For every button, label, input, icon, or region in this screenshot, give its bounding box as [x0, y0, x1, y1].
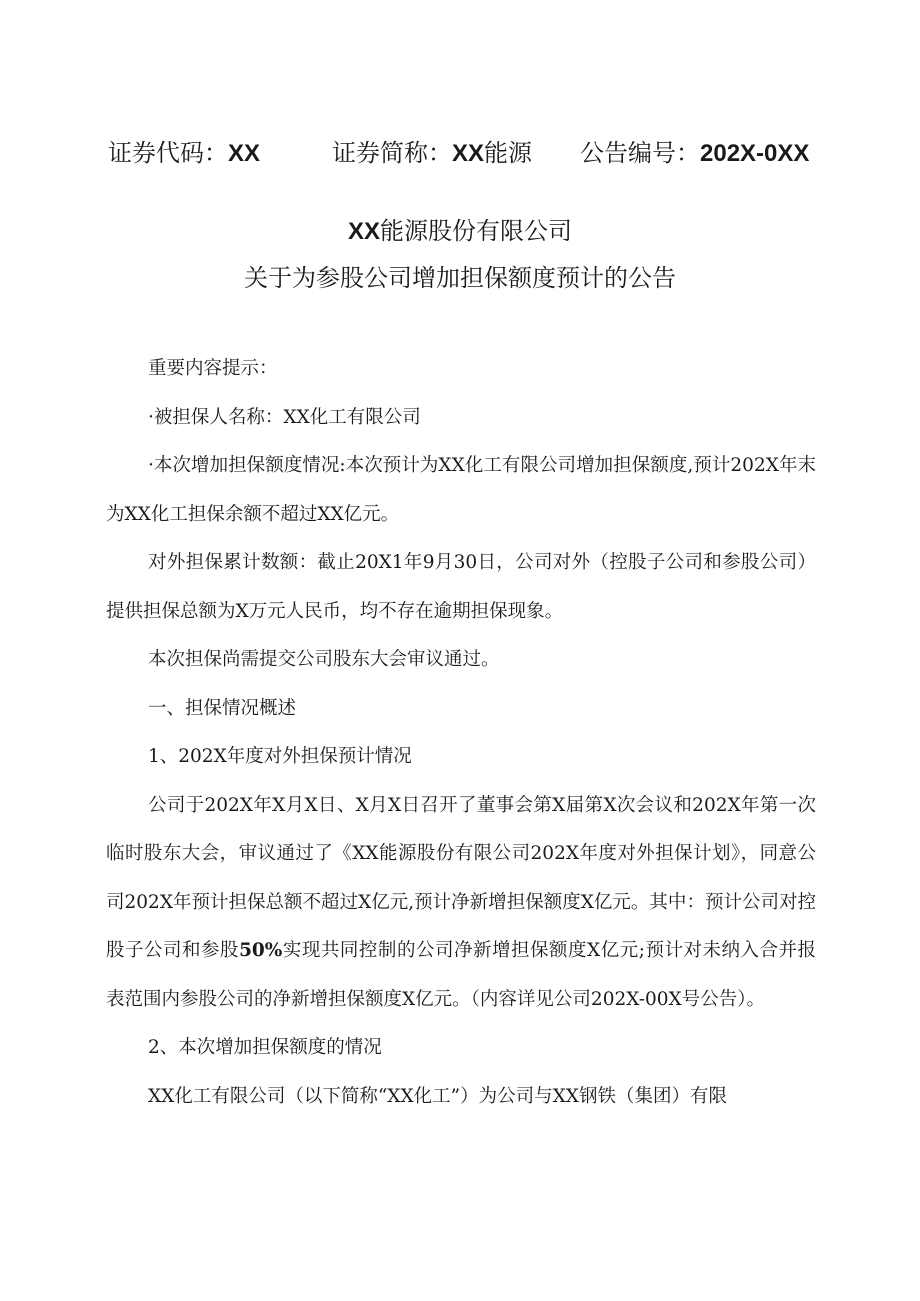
stock-code	[108, 133, 260, 168]
subsection-heading-increase: 2、本次增加担保额度的情况	[148, 1037, 382, 1058]
announcement-number	[580, 133, 809, 168]
announcement-number-label: 公告编号：	[580, 139, 700, 167]
key-points-heading: 重要内容提示：	[148, 358, 278, 379]
guarantee-increase-item: ·本次增加担保额度情况:本次预计为XX化工有限公司增加担保额度,预计202X年末为XX化工担保余额不超过XX亿元。	[106, 455, 816, 525]
announcement-number-value: 202X-0XX	[700, 140, 810, 167]
stock-abbr-label: 证券简称：	[332, 139, 452, 167]
company-title-prefix: XX	[347, 218, 380, 245]
stock-abbr-value: XX	[452, 140, 485, 167]
company-title-rest: 能源股份有限公司	[380, 217, 572, 245]
annual-forecast-percent: 50%	[239, 940, 283, 961]
announcement-header	[0, 133, 920, 169]
cumulative-guarantee-paragraph: 对外担保累计数额：截止20X1年9月30日，公司对外（控股子公司和参股公司）提供担保总额为X万元人民币，均不存在逾期担保现象。	[106, 552, 816, 622]
stock-code-label: 证券代码：	[108, 139, 228, 167]
xx-chemical-paragraph: XX化工有限公司（以下简称“XX化工”）为公司与XX钢铁（集团）有限	[148, 1085, 727, 1107]
subsection-heading-annual-forecast: 1、202X年度对外担保预计情况	[148, 746, 412, 767]
annual-forecast-paragraph	[106, 782, 816, 1025]
annual-forecast-text-b: 实现共同控制的公司净新增担保额度X亿元;预计对未纳入合并报表范围内参股公司的净新增担保额度X亿元。（内容详见公司202X-00X号公告）。	[106, 940, 816, 1010]
stock-code-value: XX	[228, 140, 261, 167]
approval-note: 本次担保尚需提交公司股东大会审议通过。	[148, 649, 500, 670]
stock-abbreviation	[332, 133, 532, 168]
guaranteed-party-item: ·被担保人名称：XX化工有限公司	[148, 406, 421, 428]
document-body	[106, 345, 816, 1121]
company-title	[0, 211, 920, 246]
stock-abbr-suffix: 能源	[484, 139, 533, 167]
announcement-title: 关于为参股公司增加担保额度预计的公告	[244, 264, 676, 292]
section-heading-overview: 一、担保情况概述	[148, 697, 297, 719]
annual-forecast-text-a: 公司于202X年X月X日、X月X日召开了董事会第X届第X次会议和202X年第一次临时股东大会，审议通过了《XX能源股份有限公司202X年度对外担保计划》，同意公司202X年预计担保总额不超过X亿元,预计净新增担保额度X亿元。其中：预计公司对控股子公司和参股	[106, 794, 816, 961]
